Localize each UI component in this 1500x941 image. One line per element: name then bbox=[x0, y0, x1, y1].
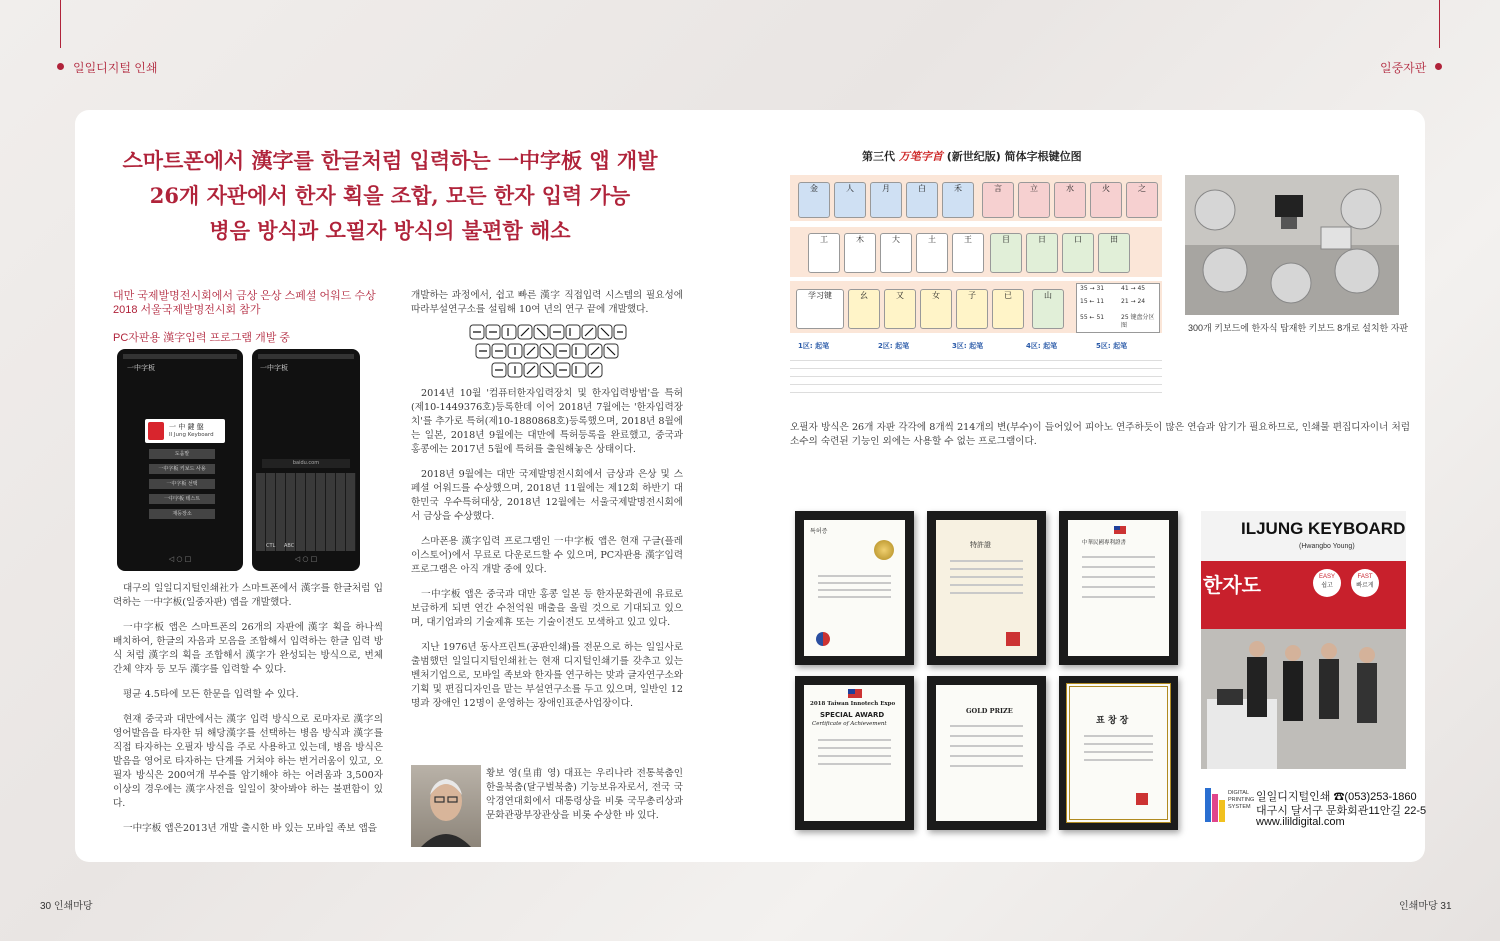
key-ctl[interactable]: CTL bbox=[266, 543, 276, 549]
certificate-paper bbox=[804, 520, 905, 656]
key-abc[interactable]: ABC bbox=[284, 543, 295, 549]
stroke-keyboard-diagram bbox=[468, 323, 628, 381]
chart-key: 子 bbox=[956, 289, 988, 329]
logo-bar-pink bbox=[1212, 794, 1218, 822]
logo-bar-blue bbox=[1205, 788, 1211, 822]
chart-key: 之 bbox=[1126, 182, 1158, 218]
easy-label: EASY bbox=[1318, 574, 1335, 580]
booth-people-illustration bbox=[1201, 629, 1406, 769]
paragraph: 현재 중국과 대만에서는 漢字 입력 방식으로 로마자로 漢字의 영어발음을 타자한 뒤 해당漢字를 선택하는 병음 방식과 漢字를 직접 타자하는 오필자 방식을 주로 사용하고 있는데, 병음 방식은 발음을 영어로 타자하는 단계를 거쳐야 하는 번거러움이 있고, 오필자 방식은 200여개 부수를 암기해야 하는 어려움과 3,500자 이상의 경우에는 漢字사전을 일일이 찾아봐야 하는 불편함이 있다. bbox=[113, 714, 383, 809]
gold-seal-icon bbox=[874, 540, 894, 560]
keyboard-layout-chart bbox=[790, 175, 1162, 335]
menu-item[interactable]: 재등장소 bbox=[149, 509, 215, 519]
zone-map-box bbox=[1076, 283, 1160, 333]
paragraph: 평균 4.5타에 모든 한문을 입력할 수 있다. bbox=[123, 689, 299, 700]
certificate-paper bbox=[804, 685, 905, 821]
paragraph: 一中字板 앱은2013년 개발 출시한 바 있는 모바일 족보 앱을 bbox=[123, 823, 378, 834]
phone-status-bar bbox=[258, 354, 354, 359]
menu-item[interactable]: 一中字板 키보드 사용 bbox=[149, 464, 215, 474]
header-right-dot bbox=[1435, 63, 1442, 70]
chart-key: 大 bbox=[880, 233, 912, 273]
header-left-dot bbox=[57, 63, 64, 70]
contact-phone: 일일디지털인쇄 ☎(053)253-1860 bbox=[1256, 791, 1417, 803]
stroke-keys-svg bbox=[468, 323, 628, 381]
zone-detail-rows bbox=[790, 353, 1162, 399]
certificate-title: 표 창 장 bbox=[1096, 716, 1129, 726]
easy-ko-label: 쉽고 bbox=[1321, 583, 1333, 589]
contact-address: 대구시 달서구 문화회관11안길 22-5 bbox=[1256, 805, 1427, 817]
certificate-frame bbox=[927, 511, 1046, 665]
certificate-frame bbox=[1059, 511, 1178, 665]
zone-map-line: 55 ← 51 bbox=[1080, 314, 1105, 321]
certificate-paper bbox=[1068, 520, 1169, 656]
photo-illustration bbox=[1185, 175, 1399, 315]
top-right-rule bbox=[1439, 0, 1440, 48]
booth-banner-title: ILJUNG KEYBOARD bbox=[1241, 519, 1406, 538]
top-left-rule bbox=[60, 0, 61, 48]
zone-map-line: 21 → 24 bbox=[1121, 298, 1146, 305]
certificate-frame bbox=[1059, 676, 1178, 830]
menu-item[interactable]: 一中字板 테스트 bbox=[149, 494, 215, 504]
chart-key: 言 bbox=[982, 182, 1014, 218]
taiwan-flag-icon bbox=[848, 689, 862, 698]
header-left-label: 일일디지털 인쇄 bbox=[73, 61, 158, 75]
chart-key: 学习键 bbox=[796, 289, 844, 329]
chart-key: 禾 bbox=[942, 182, 974, 218]
header-right-label: 일중자판 bbox=[1380, 61, 1427, 75]
fast-label: FAST bbox=[1357, 574, 1373, 580]
zone-label: 2区: 起笔 bbox=[878, 342, 910, 350]
logo-bar-yellow bbox=[1219, 800, 1225, 822]
app-logo-card bbox=[145, 419, 225, 443]
menu-item[interactable]: 도움말 bbox=[149, 449, 215, 459]
zone-label: 3区: 起笔 bbox=[952, 342, 984, 350]
subhead-pc: PC자판용 漢字입력 프로그램 개발 중 bbox=[113, 332, 291, 344]
subhead-award: 대만 국제발명전시회에서 금상 은상 스페셜 어워드 수상 bbox=[113, 290, 376, 302]
zone-map-line: 25 键盘分区图 bbox=[1121, 314, 1155, 329]
chart-key: 立 bbox=[1018, 182, 1050, 218]
paragraph: 개발하는 과정에서, 쉽고 빠른 漢字 직접입력 시스템의 필요성에 따라부설연구소를 설립해 10여 년의 연구 끝에 개발했다. bbox=[411, 290, 683, 315]
nav-bar: ◁ ○ □ bbox=[294, 555, 318, 563]
company-logo bbox=[1205, 786, 1225, 826]
chart-key: 日 bbox=[1026, 233, 1058, 273]
logo-line: PRINTING bbox=[1228, 797, 1255, 803]
chart-key: 口 bbox=[1062, 233, 1094, 273]
logo-text bbox=[1228, 790, 1254, 811]
nav-bar: ◁ ○ □ bbox=[168, 555, 192, 563]
certificate-frame bbox=[795, 676, 914, 830]
page-number-right: 인쇄마당 31 bbox=[1399, 901, 1452, 912]
easy-circle bbox=[1313, 569, 1341, 597]
keyboard-grid[interactable] bbox=[256, 473, 356, 551]
photo-caption: 300개 키보드에 한자식 탑재한 키보드 8개로 설치한 자판 bbox=[1188, 323, 1409, 333]
contact-website[interactable]: www.ilildigital.com bbox=[1256, 816, 1345, 828]
headline-2: 26개 자판에서 한자 획을 조합, 모든 한자 입력 가능 bbox=[149, 183, 631, 208]
certificate-frame bbox=[795, 511, 914, 665]
chart-key: 白 bbox=[906, 182, 938, 218]
chart-key: 幺 bbox=[848, 289, 880, 329]
chart-title-sub: (新世纪版) 简体字根键位图 bbox=[946, 150, 1082, 163]
paragraph: 一中字板 앱은 스마트폰의 26개의 자판에 漢字 획을 하나씩 배치하여, 한글의 자음과 모음을 조합해서 입력하는 한글 입력 방식 처럼 漢字의 획을 조합해서 漢字가 완성되는 방식으로, 번체 간체 약자 등 모두 漢字를 입력할 수 있다. bbox=[113, 622, 383, 675]
chart-key: 月 bbox=[870, 182, 902, 218]
page-number-left: 30 인쇄마당 bbox=[40, 901, 93, 912]
chart-key: 工 bbox=[808, 233, 840, 273]
phone-title: 一中字板 bbox=[127, 364, 155, 372]
paragraph: 스마폰용 漢字입력 프로그램인 一中字板 앱은 현재 구글(플레이스토어)에서 무료로 다운로드할 수 있으며, PC자판용 漢字입력 프로그램은 아직 개발 중에 있다. bbox=[411, 536, 683, 575]
paragraph: 지난 1976년 동사프린트(공판인쇄)를 전문으로 하는 일일사로 출범했던 일일디지털인쇄社는 현재 디지털인쇄기를 갖추고 있는 벤처기업으로, 모바일 족보와 한자를 연구하는 맞과 글자연구소와 기획 및 편집디자인을 맡는 부설연구소를 두고 있으며, 일반인 12명과 장애인 12명이 운영하는 장애인표준사업장이다. bbox=[411, 642, 683, 709]
certificate-award: SPECIAL AWARD bbox=[820, 711, 885, 719]
certificate-title: 中華民國專利證書 bbox=[1082, 540, 1127, 546]
phone-status-bar bbox=[123, 354, 237, 359]
zone-map-line: 41 → 45 bbox=[1121, 285, 1146, 292]
chart-key: 土 bbox=[916, 233, 948, 273]
menu-item[interactable]: 一中字板 선택 bbox=[149, 479, 215, 489]
chart-key: 女 bbox=[920, 289, 952, 329]
certificate-frame bbox=[927, 676, 1046, 830]
chart-key: 王 bbox=[952, 233, 984, 273]
chart-key: 已 bbox=[992, 289, 1024, 329]
zone-map-line: 35 → 31 bbox=[1080, 285, 1105, 292]
chart-key: 山 bbox=[1032, 289, 1064, 329]
url-bar[interactable]: baidu.com bbox=[262, 459, 350, 468]
article-column-1 bbox=[113, 582, 383, 847]
chart-key: 水 bbox=[1054, 182, 1086, 218]
paragraph: 황보 영(皇甫 영) 대표는 우리나라 전통북춤인 한울북춤(달구벌북춤) 기능보유자로서, 전국 국악경연대회에서 대통령상을 비롯 국무총리상과 문화관광부장관상을 비롯 수상한 바 있다. bbox=[486, 768, 683, 821]
chart-title-brand: 万笔字首 bbox=[898, 150, 943, 163]
paragraph: 대구의 일일디지털인쇄社가 스마트폰에서 漢字를 한글처럼 입력하는 一中字板(일중자판) 앱을 개발했다. bbox=[113, 583, 383, 608]
korea-emblem-icon bbox=[816, 632, 830, 646]
chart-title bbox=[862, 148, 1082, 164]
zone-map-line: 15 ← 11 bbox=[1080, 298, 1105, 305]
app-logo-sub: Il Jung Keyboard bbox=[169, 432, 214, 438]
zone-label: 5区: 起笔 bbox=[1096, 342, 1128, 350]
certificate-title: 2018 Taiwan Innotech Expo bbox=[810, 701, 896, 707]
certificate-title: 特許證 bbox=[970, 541, 991, 549]
chart-key: 火 bbox=[1090, 182, 1122, 218]
zone-legend bbox=[790, 341, 1162, 401]
exhibition-booth-photo bbox=[1201, 511, 1406, 769]
booth-sign-left: 한자도 bbox=[1203, 575, 1261, 597]
paragraph: 一中字板 앱은 중국과 대만 홍콩 일본 등 한자문화권에 유료로 보급하게 되면 연간 수천억원 매출을 올릴 것으로 기대되고 있으며, 대기업과의 기술제휴 또는 기술이전도 모색하고 있고 있다. bbox=[411, 589, 683, 628]
headline-1: 스마트폰에서 漢字를 한글처럼 입력하는 一中字板 앱 개발 bbox=[122, 148, 658, 173]
logo-line: SYSTEM bbox=[1228, 804, 1251, 810]
chart-title-prefix: 第三代 bbox=[862, 150, 895, 163]
booth-banner-sub: (Hwangbo Young) bbox=[1299, 543, 1355, 550]
chart-key: 人 bbox=[834, 182, 866, 218]
paragraph: 오필자 방식은 26개 자판 각각에 8개씩 214개의 변(부수)이 들어있어 피아노 연주하듯이 많은 연습과 암기가 필요하므로, 인쇄물 편집디자이너 처럼 소수의 숙련된 기능인 외에는 사용할 수 없는 프로그램이다. bbox=[790, 422, 1410, 447]
portrait-illustration bbox=[411, 765, 481, 847]
app-logo-icon bbox=[148, 422, 164, 440]
certificate-paper bbox=[936, 520, 1037, 656]
red-stamp-icon bbox=[1136, 793, 1148, 805]
certificate-paper bbox=[936, 685, 1037, 821]
article-column-2 bbox=[411, 387, 683, 722]
phone-screenshot-keyboard bbox=[252, 349, 360, 571]
subhead-seoul: 2018 서울국제발명전시회 참가 bbox=[113, 304, 261, 316]
phone-screenshot-menu bbox=[117, 349, 243, 571]
fast-ko-label: 빠르게 bbox=[1356, 583, 1374, 589]
paragraph: 2014년 10월 '컴퓨터한자입력장치 및 한자입력방법'을 특허(제10-1449376호)등록한데 이어 2018년 7월에는 '한자입력장치'를 추가로 특허(제10-1880868호)등록했으며, 2018년 8월에는 일본, 2018년 9월에는 대만에 특허등록을 완료했고, 중국과 홍콩에는 2017년 5월에 특허를 출원해놓은 상태이다. bbox=[411, 388, 683, 455]
paragraph: 2018년 9월에는 대만 국제발명전시회에서 금상과 은상 및 스페셜 어워드를 수상했으며, 2018년 11월에는 제12회 하반기 대한민국 우수특허대상, 2018년 12월에는 서울국제발명전시회에서 금상을 수상했다. bbox=[411, 469, 683, 522]
taiwan-flag-icon bbox=[1114, 526, 1126, 534]
fast-circle bbox=[1351, 569, 1379, 597]
certificate-subtitle: Certificate of Achievement bbox=[812, 721, 887, 727]
phone-title: 一中字板 bbox=[260, 364, 288, 372]
app-logo-main: 一 中 鍵 盤 bbox=[169, 423, 204, 431]
zone-label: 1区: 起笔 bbox=[798, 342, 830, 350]
certificate-title: GOLD PRIZE bbox=[966, 707, 1013, 715]
certificate-title: 특허증 bbox=[810, 528, 828, 535]
chart-key: 木 bbox=[844, 233, 876, 273]
chart-key: 田 bbox=[1098, 233, 1130, 273]
headline-3: 병음 방식과 오필자 방식의 불편함 해소 bbox=[209, 218, 571, 243]
ceo-bio bbox=[486, 767, 683, 834]
red-stamp-icon bbox=[1006, 632, 1020, 646]
zone-label: 4区: 起笔 bbox=[1026, 342, 1058, 350]
keyboard-installation-photo bbox=[1185, 175, 1399, 315]
right-paragraph bbox=[790, 421, 1410, 460]
certificate-paper bbox=[1066, 683, 1171, 823]
chart-key: 目 bbox=[990, 233, 1022, 273]
ceo-portrait bbox=[411, 765, 481, 847]
chart-key: 又 bbox=[884, 289, 916, 329]
logo-line: DIGITAL bbox=[1228, 790, 1249, 796]
chart-key: 金 bbox=[798, 182, 830, 218]
